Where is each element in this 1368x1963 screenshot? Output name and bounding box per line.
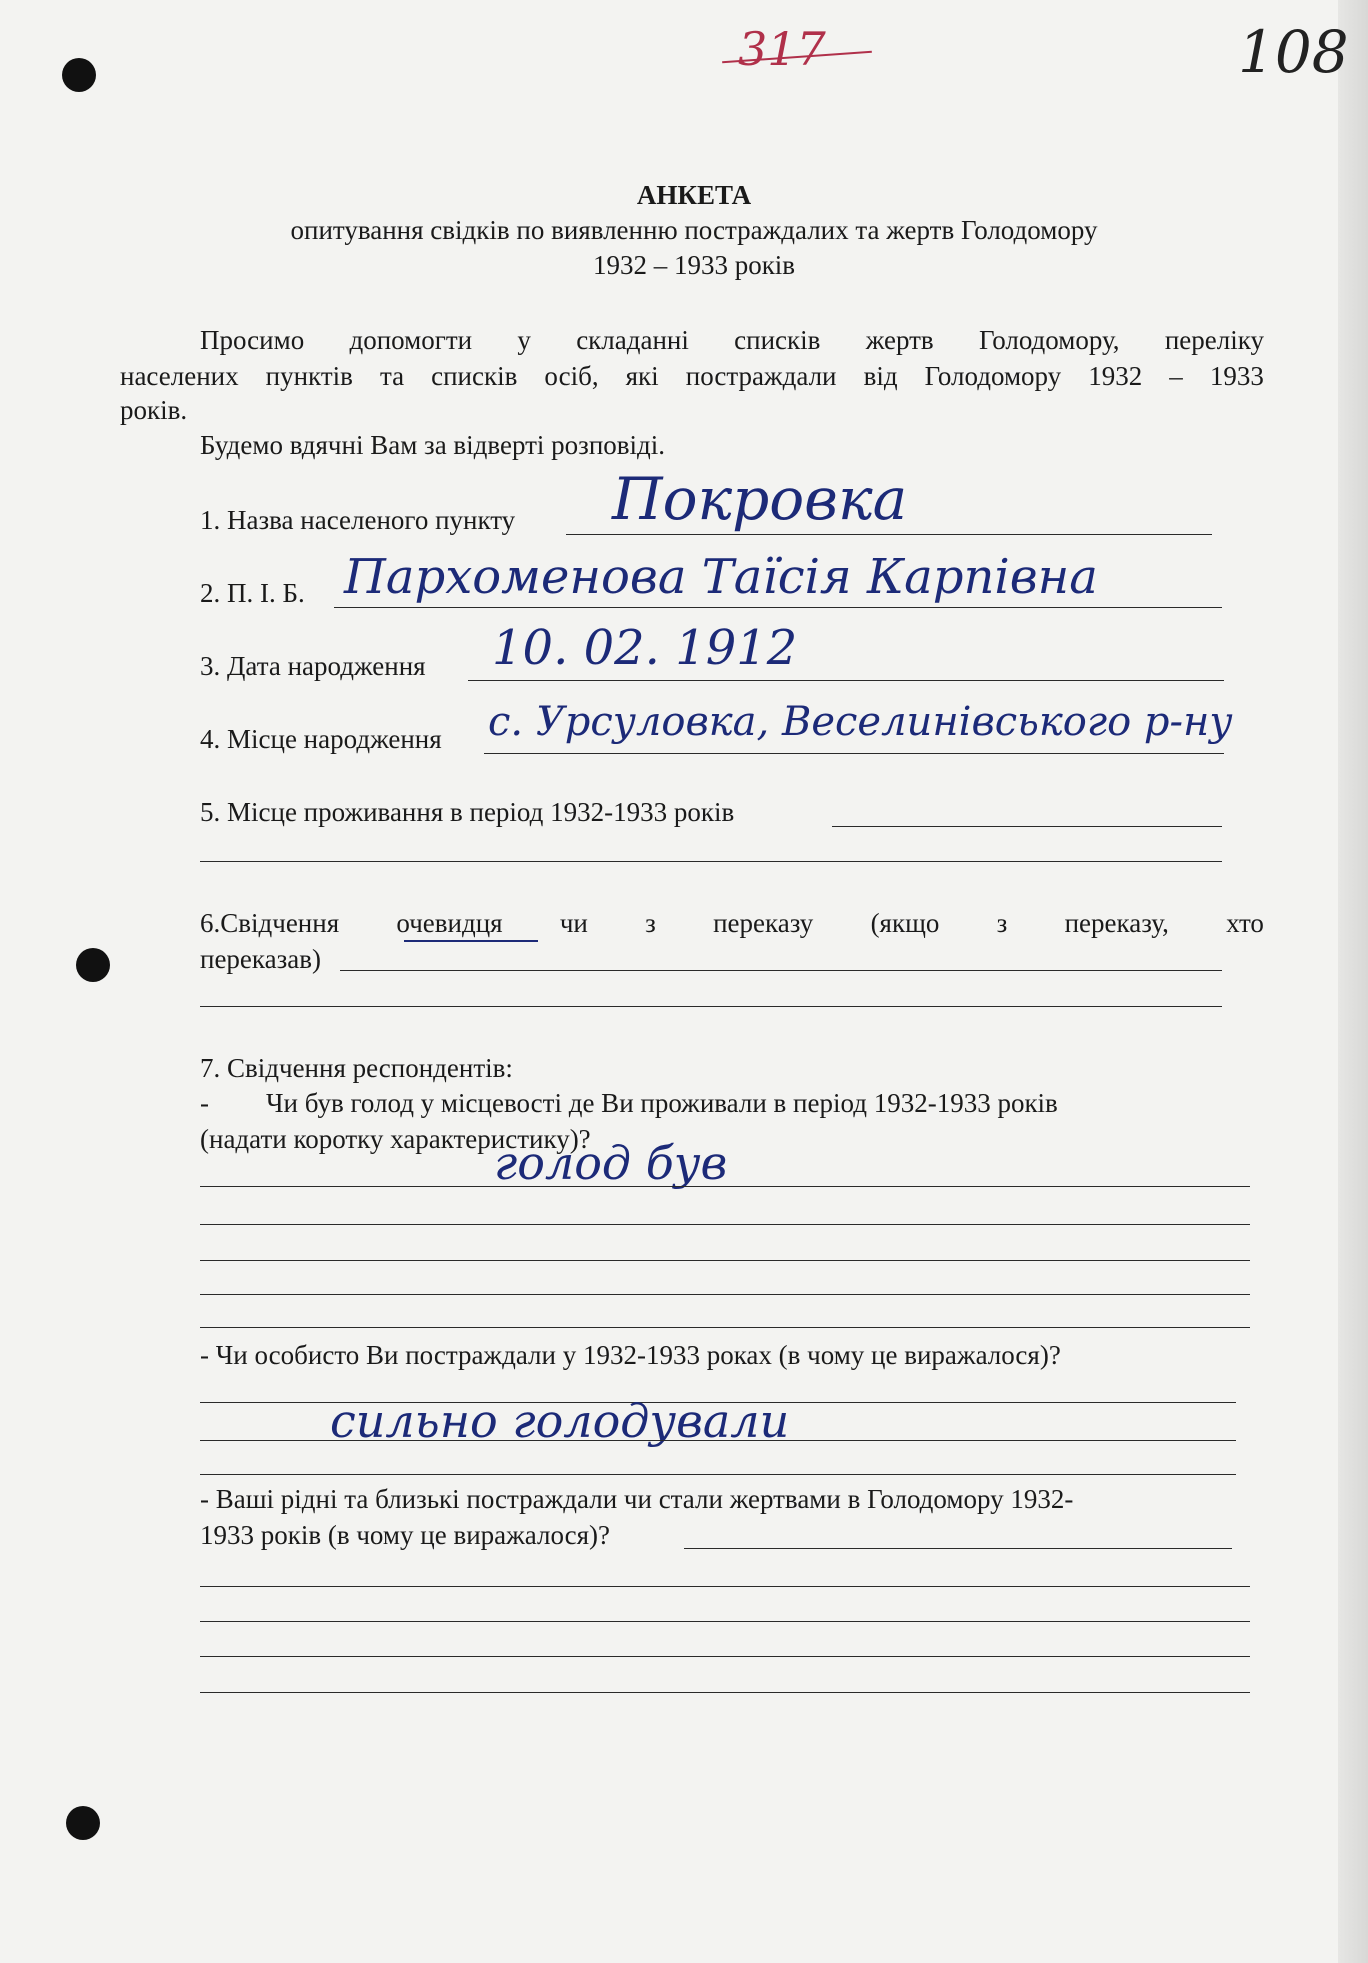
selected-option-underline (404, 940, 538, 942)
testimony-type-word: 6.Свідчення (200, 908, 340, 938)
q3-line-1: - Ваші рідні та близькі постраждали чи стали жертвами в Голодомору 1932- (200, 1484, 1074, 1514)
testimony-type-word: з (996, 908, 1008, 938)
q3-answer-line-5 (200, 1692, 1250, 1693)
intro-line-2 (120, 361, 1264, 392)
field-settlement-label: 1. Назва населеного пункту (200, 505, 516, 535)
field-birthdate-label: 3. Дата народження (200, 651, 426, 681)
punch-hole-top (62, 58, 96, 92)
testimony-type-word: переказу, (1064, 908, 1169, 938)
intro-line-1-word: у (517, 325, 531, 355)
page-edge-shadow (1338, 0, 1368, 1963)
testimony-type-word: (якщо (870, 908, 940, 938)
intro-line-2-word: осіб, (544, 361, 599, 391)
field-birthplace-label: 4. Місце народження (200, 724, 442, 754)
q1-line-1: Чи був голод у місцевості де Ви проживали в період 1932-1933 років (266, 1088, 1058, 1118)
field-name-value: Пархоменова Таїсія Карпівна (344, 549, 1098, 605)
sheet-number: 108 (1238, 18, 1349, 86)
testimony-type-word: з (645, 908, 656, 938)
field-birthdate-line (468, 680, 1224, 681)
intro-line-2-word: 1933 (1209, 361, 1264, 391)
intro-line-1-word: складанні (576, 325, 689, 355)
intro-line-1-word: Голодомору, (978, 325, 1120, 355)
intro-line-2-word: списків (431, 361, 518, 391)
field-residence-line-2 (200, 861, 1222, 862)
punch-hole-bottom (66, 1806, 100, 1840)
field-testimony-type-line-1 (200, 908, 1264, 939)
testimony-type-word: переказу (713, 908, 814, 938)
punch-hole-middle (76, 948, 110, 982)
q3-answer-line-2 (200, 1586, 1250, 1587)
q2-answer: сильно голодували (330, 1394, 790, 1448)
intro-line-1-word: допомогти (349, 325, 473, 355)
intro-line-2-word: які (625, 361, 659, 391)
field-testimony-type-line-2: переказав) (200, 944, 321, 974)
field-birthplace-value: с. Урсуловка, Веселинівського р-ну (488, 699, 1233, 745)
intro-line-2-word: населених (120, 361, 239, 391)
intro-thanks: Будемо вдячні Вам за відверті розповіді. (200, 430, 666, 460)
q1-answer-line-3 (200, 1260, 1250, 1261)
intro-line-2-word: Голодомору (924, 361, 1062, 391)
archive-number-crossed: 317 (738, 22, 826, 76)
q2-question: - Чи особисто Ви постраждали у 1932-1933 роках (в чому це виражалося)? (200, 1340, 1061, 1370)
testimony-heading: 7. Свідчення респондентів: (200, 1053, 513, 1083)
form-title: АНКЕТА (636, 180, 752, 210)
intro-line-1-word: списків (734, 325, 821, 355)
q1-answer-line-1 (200, 1186, 1250, 1187)
field-settlement-value: Покровка (612, 465, 908, 533)
q1-answer-line-5 (200, 1327, 1250, 1328)
field-name-label: 2. П. І. Б. (200, 578, 305, 608)
field-residence-line-1 (832, 826, 1222, 827)
intro-line-2-word: 1932 (1088, 361, 1143, 391)
q3-answer-line-1 (684, 1548, 1232, 1549)
intro-line-1-word: Просимо (200, 325, 305, 355)
intro-line-2-word: пунктів (265, 361, 353, 391)
q3-answer-line-3 (200, 1621, 1250, 1622)
intro-line-1 (200, 325, 1264, 356)
intro-line-1-word: переліку (1164, 325, 1264, 355)
testimony-type-word: чи (559, 908, 588, 938)
field-retold-by-line-1 (340, 970, 1222, 971)
form-years: 1932 – 1933 років (592, 250, 796, 280)
testimony-type-word: хто (1226, 908, 1264, 938)
testimony-type-word: очевидця (396, 908, 503, 938)
field-residence-label: 5. Місце проживання в період 1932-1933 років (200, 797, 735, 827)
q1-answer-line-2 (200, 1224, 1250, 1225)
q3-line-2: 1933 років (в чому це виражалося)? (200, 1520, 611, 1550)
field-name-line (334, 607, 1222, 608)
field-settlement-line (566, 534, 1212, 535)
intro-line-1-word: жертв (865, 325, 934, 355)
q3-answer-line-4 (200, 1656, 1250, 1657)
form-subtitle: опитування свідків по виявленню постраждалих та жертв Голодомору (290, 215, 1098, 245)
field-birthdate-value: 10. 02. 1912 (492, 620, 798, 676)
intro-line-2-word: від (863, 361, 898, 391)
q1-dash: - (200, 1088, 209, 1118)
intro-line-2-word: та (379, 361, 405, 391)
q2-answer-line-2 (200, 1440, 1236, 1441)
q1-answer-line-4 (200, 1294, 1250, 1295)
field-retold-by-line-2 (200, 1006, 1222, 1007)
intro-line-3: років. (120, 395, 188, 425)
intro-line-2-word: – (1169, 361, 1183, 391)
q1-answer: голод був (494, 1136, 728, 1190)
intro-line-2-word: постраждали (685, 361, 837, 391)
q1-line-2: (надати коротку характеристику)? (200, 1124, 591, 1154)
q2-answer-line-3 (200, 1474, 1236, 1475)
field-birthplace-line (484, 753, 1224, 754)
